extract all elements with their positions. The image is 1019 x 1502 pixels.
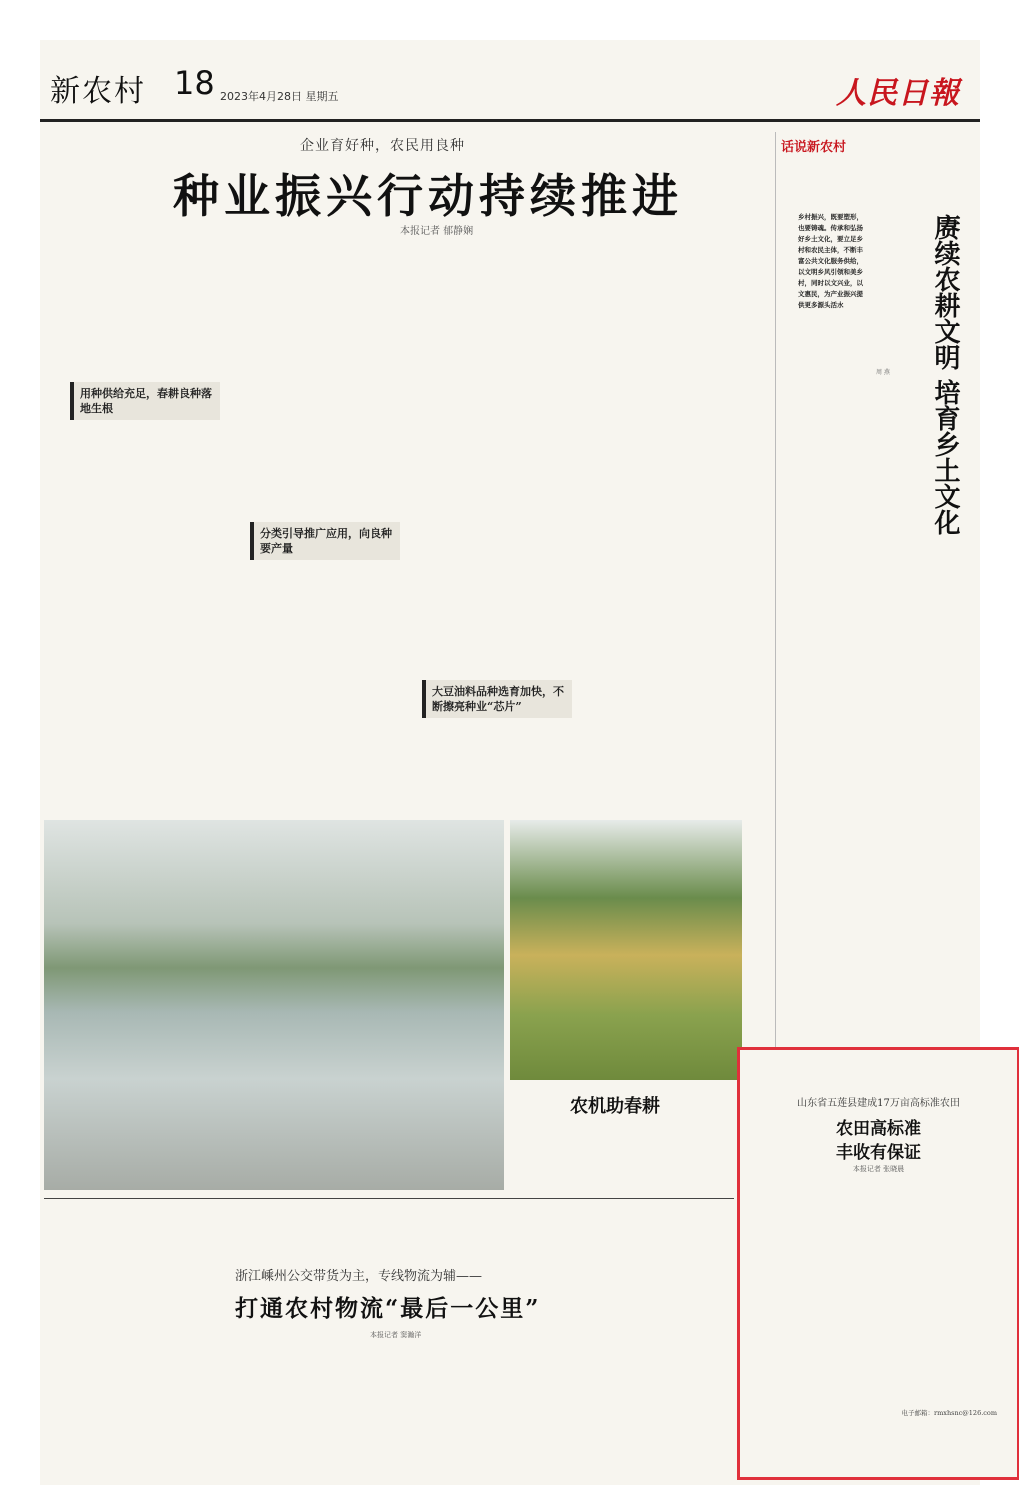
sidebar-author: 周 燕 — [876, 369, 890, 376]
bottom-article-kicker: 浙江嵊州公交带货为主，专线物流为辅—— — [235, 1269, 483, 1284]
divider — [44, 1198, 734, 1199]
page-number: 18 — [174, 64, 215, 102]
highlight-kicker: 山东省五莲县建成17万亩高标准农田 — [797, 1098, 960, 1109]
lead-byline: 本报记者 郁静娴 — [400, 226, 474, 237]
highlight-email: 电子邮箱：rmxhsnc@126.com — [901, 1409, 997, 1417]
sidebar-commentary — [775, 132, 980, 1052]
newspaper-logo: 人民日報 — [836, 76, 960, 111]
newspaper-page — [40, 40, 997, 1485]
body-column — [580, 1215, 730, 1480]
sidebar-intro: 乡村振兴，既要塑形，也要铸魂。传承和弘扬好乡土文化，要立足乡村和农民主体，不断丰富公共文化服务供给，以文明乡风引领和美乡村，同时以文兴业，以文惠民，为产业振兴提供更多源头活水 — [798, 213, 863, 309]
body-column — [595, 255, 765, 815]
highlight-title-line-2: 丰收有保证 — [836, 1143, 921, 1163]
section-name: 新农村 — [50, 74, 146, 109]
highlight-title-line-1: 农田高标准 — [836, 1119, 921, 1139]
body-column — [230, 1345, 400, 1480]
body-column — [48, 255, 218, 385]
body-column — [784, 382, 974, 1042]
bottom-article-byline: 本报记者 窦瀚洋 — [370, 1331, 422, 1339]
body-column — [48, 1215, 218, 1480]
lead-headline: 种业振兴行动持续推进 — [173, 169, 683, 223]
rice-transplanter-photo — [44, 820, 504, 1190]
sidebar-label: 话说新农村 — [781, 140, 847, 155]
photo-feature-title: 农机助春耕 — [570, 1096, 660, 1117]
lead-subhead-1: 用种供给充足，春耕良种落地生根 — [70, 382, 220, 420]
lead-subhead-3: 大豆油料品种选育加快，不断擦亮种业“芯片” — [422, 680, 572, 718]
body-column — [412, 1345, 572, 1480]
body-column — [230, 575, 400, 815]
publication-date: 2023年4月28日 星期五 — [220, 90, 339, 103]
harvester-photo — [510, 820, 742, 1080]
bottom-article-title: 打通农村物流“最后一公里” — [235, 1295, 541, 1322]
highlighted-article — [737, 1047, 1019, 1480]
body-column — [752, 1185, 1007, 1420]
body-column — [412, 255, 582, 675]
highlight-byline: 本报记者 张晓晨 — [852, 1165, 905, 1173]
sidebar-title: 赓续农耕文明 培育乡土文化 — [930, 214, 960, 536]
photo-caption — [520, 1125, 725, 1185]
masthead — [40, 58, 980, 122]
lead-kicker: 企业育好种，农民用良种 — [300, 138, 465, 154]
body-column — [230, 255, 400, 525]
body-column — [412, 735, 582, 815]
body-column — [48, 435, 218, 815]
lead-subhead-2: 分类引导推广应用，向良种要产量 — [250, 522, 400, 560]
